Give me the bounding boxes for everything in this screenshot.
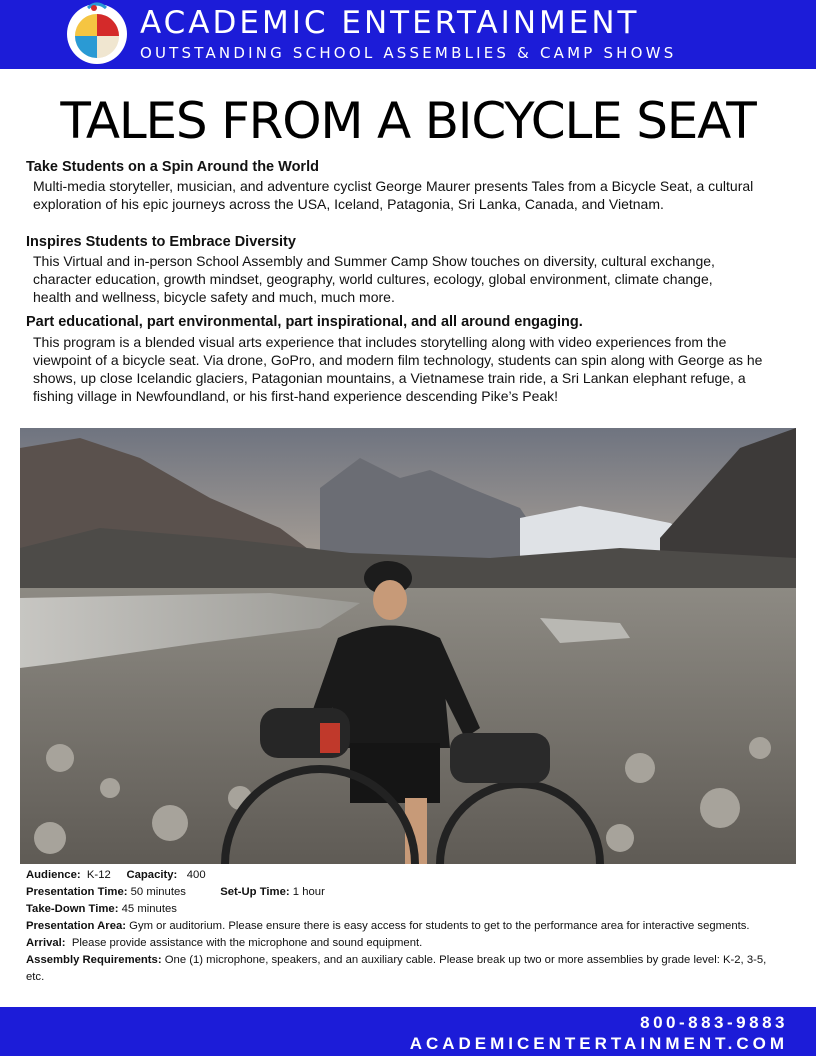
page-title: TALES FROM A BICYCLE SEAT <box>60 92 756 150</box>
details-row-audience <box>26 867 776 884</box>
audience-label: Audience: <box>26 869 81 881</box>
phone-number[interactable]: 800-883-9883 <box>640 1013 788 1032</box>
cyclist-photo <box>20 428 796 864</box>
capacity-label: Capacity: <box>126 869 178 881</box>
requirements-value: One (1) microphone, speakers, and an auxiliary cable. Please break up two or more assemblies by grade level: K-2, 3-5, etc. <box>26 954 767 983</box>
arrival-value: Please provide assistance with the microphone and sound equipment. <box>71 937 423 949</box>
website-link[interactable]: ACADEMICENTERTAINMENT.COM <box>409 1034 788 1053</box>
area-label: Presentation Area: <box>26 920 127 932</box>
section-body-spin: Multi-media storyteller, musician, and adventure cyclist George Maurer presents Tales from a Bicycle Seat, a cultural exploration of his epic journeys across the USA, Iceland, Patagonia, Sri Lanka, Canada, and Vietnam. <box>33 178 754 212</box>
hot-air-balloon-icon <box>64 2 130 66</box>
details-row-requirements <box>26 952 776 986</box>
event-details <box>26 867 776 986</box>
section-heading-diversity: Inspires Students to Embrace Diversity <box>26 234 296 250</box>
brand-name: ACADEMIC ENTERTAINMENT <box>140 5 640 41</box>
arrival-label: Arrival: <box>26 937 66 949</box>
header-bar <box>0 0 816 69</box>
requirements-label: Assembly Requirements: <box>26 954 162 966</box>
section-heading-program: Part educational, part environmental, part inspirational, and all around engaging. <box>26 314 583 330</box>
brand-tagline: OUTSTANDING SCHOOL ASSEMBLIES & CAMP SHOWS <box>140 44 677 62</box>
footer-bar <box>0 1007 816 1056</box>
section-heading-spin: Take Students on a Spin Around the World <box>26 159 319 175</box>
setup-time-value: 1 hour <box>292 886 325 898</box>
details-row-area <box>26 918 776 935</box>
section-body-program: This program is a blended visual arts experience that includes storytelling along with video experiences from the viewpoint of a bicycle seat. Via drone, GoPro, and modern film technology, students can spin along with George as he shows, up close Icelandic glaciers, Patagonian mountains, a Vietnamese train ride, a Sri Lankan elephant refuge, a fishing village in Newfoundland, or his first-hand experience descending Pike’s Peak! <box>33 334 763 404</box>
presentation-time-label: Presentation Time: <box>26 886 128 898</box>
details-row-takedown <box>26 901 776 918</box>
takedown-time-label: Take-Down Time: <box>26 903 119 915</box>
section-body-diversity: This Virtual and in-person School Assembly and Summer Camp Show touches on diversity, cultural exchange, character education, growth mindset, geography, world cultures, ecology, global environment, climate change, health and wellness, bicycle safety and much, much more. <box>33 253 715 305</box>
details-row-times <box>26 884 776 901</box>
audience-value: K-12 <box>86 869 111 881</box>
takedown-time-value: 45 minutes <box>121 903 177 915</box>
capacity-value: 400 <box>186 869 206 881</box>
area-value: Gym or auditorium. Please ensure there is easy access for students to get to the performance area for interactive segments. <box>129 920 750 932</box>
presentation-time-value: 50 minutes <box>130 886 186 898</box>
setup-time-label: Set-Up Time: <box>220 886 290 898</box>
details-row-arrival <box>26 935 776 952</box>
